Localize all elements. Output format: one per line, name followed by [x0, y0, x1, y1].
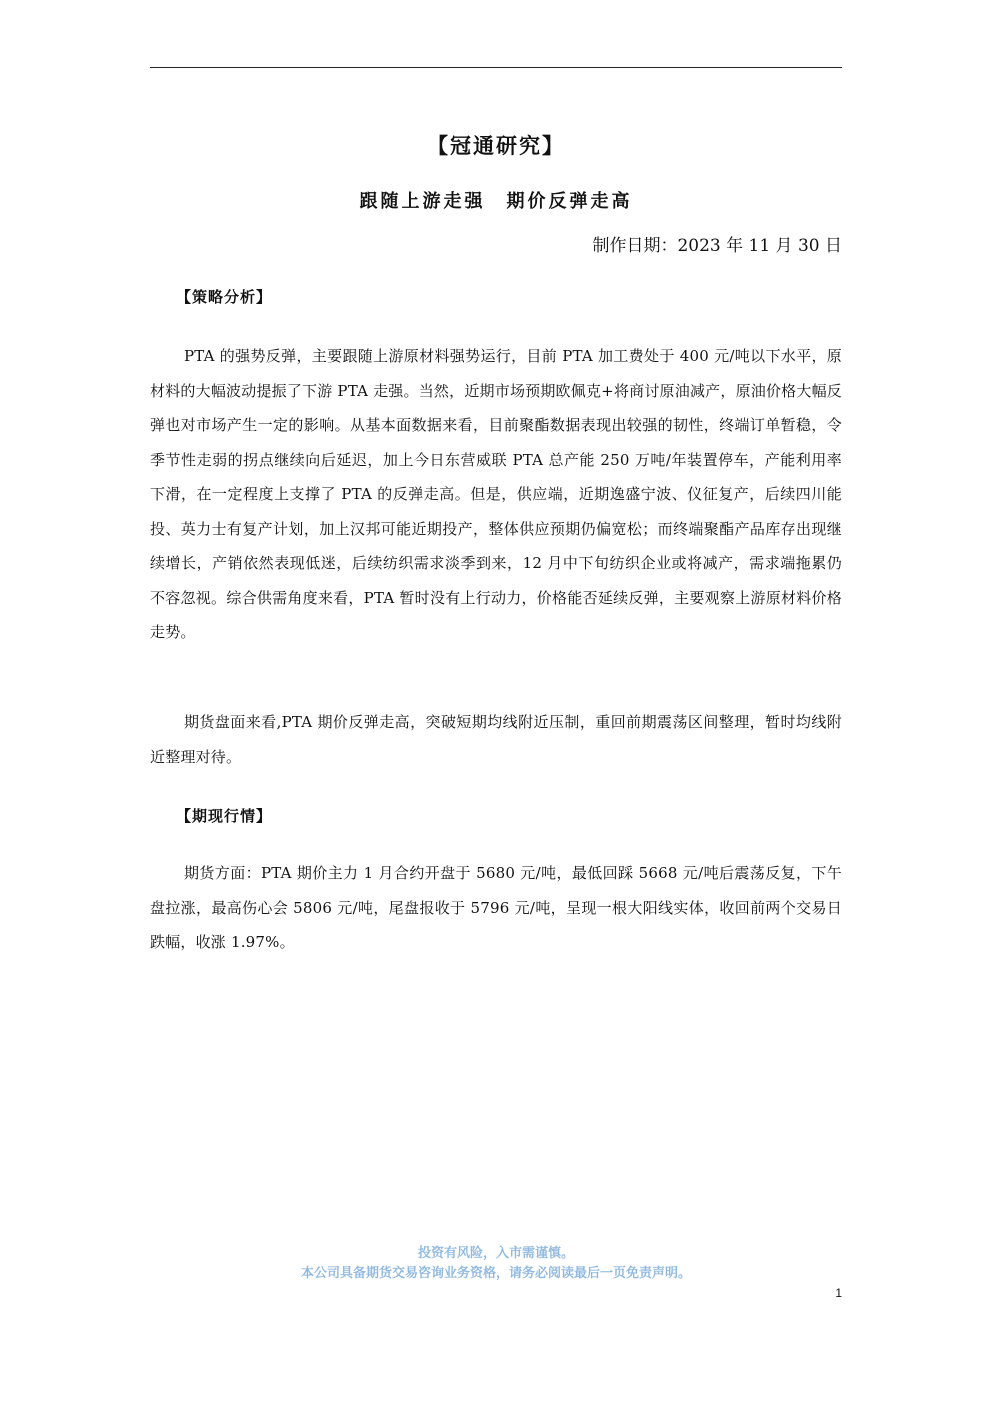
market-paragraph-1: 期货方面：PTA 期价主力 1 月合约开盘于 5680 元/吨，最低回踩 5668 元/吨后震荡反复，下午盘拉涨，最高伤心会 5806 元/吨，尾盘报收于 5796 元/吨，呈现一根大阳线实体，收回前两个交易日跌幅，收涨 1.97%。	[150, 864, 842, 951]
report-title: 跟随上游走强 期价反弹走高	[359, 191, 633, 212]
section-heading-strategy: 【策略分析】	[176, 288, 273, 306]
page-number: 1	[835, 1286, 842, 1300]
production-date: 制作日期：2023 年 11 月 30 日	[592, 236, 842, 256]
footer-disclaimer-notice: 本公司具备期货交易咨询业务资格，请务必阅读最后一页免责声明。	[300, 1266, 691, 1281]
strategy-paragraph-2: 期货盘面来看,PTA 期价反弹走高，突破短期均线附近压制，重回前期震荡区间整理，暂时均线附近整理对待。	[150, 713, 842, 766]
footer-risk-warning: 投资有风险，入市需谨慎。	[417, 1246, 574, 1261]
section-heading-market: 【期现行情】	[176, 807, 273, 825]
header-rule	[150, 67, 842, 68]
strategy-paragraph-1: PTA 的强势反弹，主要跟随上游原材料强势运行，目前 PTA 加工费处于 400 元/吨以下水平，原材料的大幅波动提振了下游 PTA 走强。当然，近期市场预期欧佩克+将商讨原油减产，原油价格大幅反弹也对市场产生一定的影响。从基本面数据来看，目前聚酯数据表现出较强的韧性，终端订单暂稳，令季节性走弱的拐点继续向后延迟，加上今日东营威联 PTA 总产能 250 万吨/年装置停车，产能利用率下滑，在一定程度上支撑了 PTA 的反弹走高。但是，供应端，近期逸盛宁波、仪征复产，后续四川能投、英力士有复产计划，加上汉邦可能近期投产，整体供应预期仍偏宽松；而终端聚酯产品库存出现继续增长，产销依然表现低迷，后续纺织需求淡季到来，12 月中下旬纺织企业或将减产，需求端拖累仍不容忽视。综合供需角度来看，PTA 暂时没有上行动力，价格能否延续反弹，主要观察上游原材料价格走势。	[150, 347, 842, 641]
brand-title: 【冠通研究】	[427, 133, 565, 158]
